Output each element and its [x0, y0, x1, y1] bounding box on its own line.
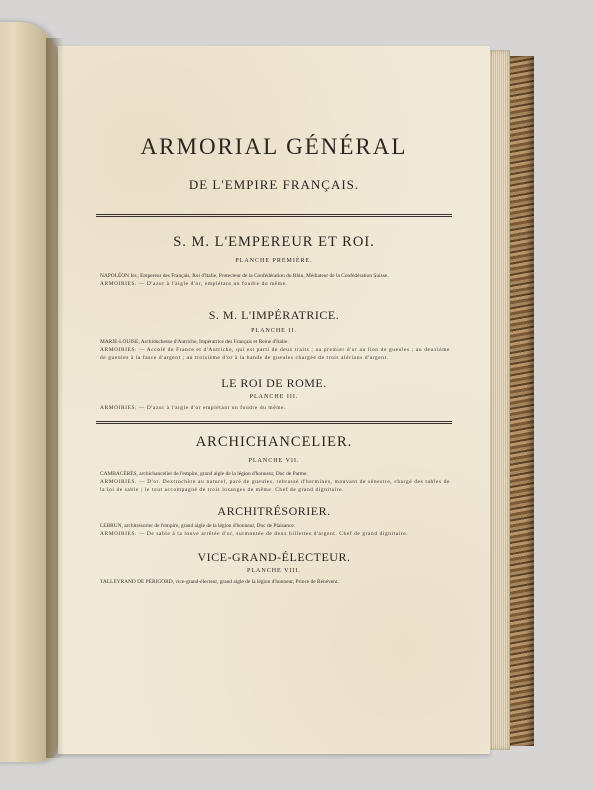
entry-text: NAPOLÉON Ier., Empereur des Français, Roi d'Italie, Protecteur de la Confédération du Rhin, Médiateur de la Confédération Suisse. ARMOIRIES. — D'azur à l'aigle d'or, empiétant un foudre du même. [100, 273, 389, 287]
section-heading: S. M. L'EMPEREUR ET ROI. [173, 234, 375, 250]
page-edges [488, 50, 510, 750]
divider [96, 214, 452, 217]
entry-text: CAMBACÉRÈS, archichancelier de l'empire, grand aigle de la légion d'honneur, Duc de Parme. ARMOIRIES. — D'or. Dextrochère au naturel, paré de gueules, rebrassé d'hermines, mouvant de sénestre, chargé des tables de la loi de sable ; le tout accompagné de trois losanges de même. Chef de grand dignitaire. [100, 471, 450, 493]
page-gutter [46, 38, 64, 758]
section-heading: ARCHICHANCELIER. [195, 434, 353, 450]
page-title: ARMORIAL GÉNÉRAL [140, 134, 408, 159]
plate-label: PLANCHE II. [251, 328, 297, 334]
plate-label: PLANCHE VII. [248, 458, 300, 464]
plate-label: PLANCHE III. [249, 394, 299, 400]
section-heading: LE ROI DE ROME. [221, 376, 327, 390]
section-heading: ARCHITRÉSORIER. [217, 504, 331, 518]
entry-text: TALLEYRAND DE PÉRIGORD, vice-grand-électeur, grand aigle de la légion d'honneur, Prince de Bénévent. [100, 579, 339, 585]
entry-text: MARIE-LOUISE, Archiduchesse d'Autriche, Impératrice des Français et Reine d'Italie. ARMOIRIES. — Accolé de France et d'Autriche, qui est parti de deux traits ; au premier d'or au lion de gueules ; au deuxième de gueules à la fasce d'argent ; au troisième d'or à la bande de gueules chargée de trois alérions d'argent. [100, 339, 450, 361]
entry-text: ARMOIRIES. — D'azur à l'aigle d'or empiétant un foudre du même. [100, 405, 286, 411]
section-heading: VICE-GRAND-ÉLECTEUR. [197, 550, 351, 564]
entry-text: LEBRUN, architrésorier de l'empire, grand aigle de la légion d'honneur, Duc de Plaisance. ARMOIRIES. — De sable à la louve arrêtée d'or, surmontée de deux billettes d'argent. Chef de grand dignitaire. [100, 523, 409, 537]
page-subtitle: DE L'EMPIRE FRANÇAIS. [188, 177, 360, 192]
plate-label: PLANCHE VIII. [247, 568, 301, 574]
book-spine [506, 56, 534, 746]
plate-label: PLANCHE PREMIÈRE. [235, 258, 313, 264]
divider [96, 421, 452, 424]
section-heading: S. M. L'IMPÉRATRICE. [208, 308, 340, 322]
right-page [58, 46, 490, 754]
